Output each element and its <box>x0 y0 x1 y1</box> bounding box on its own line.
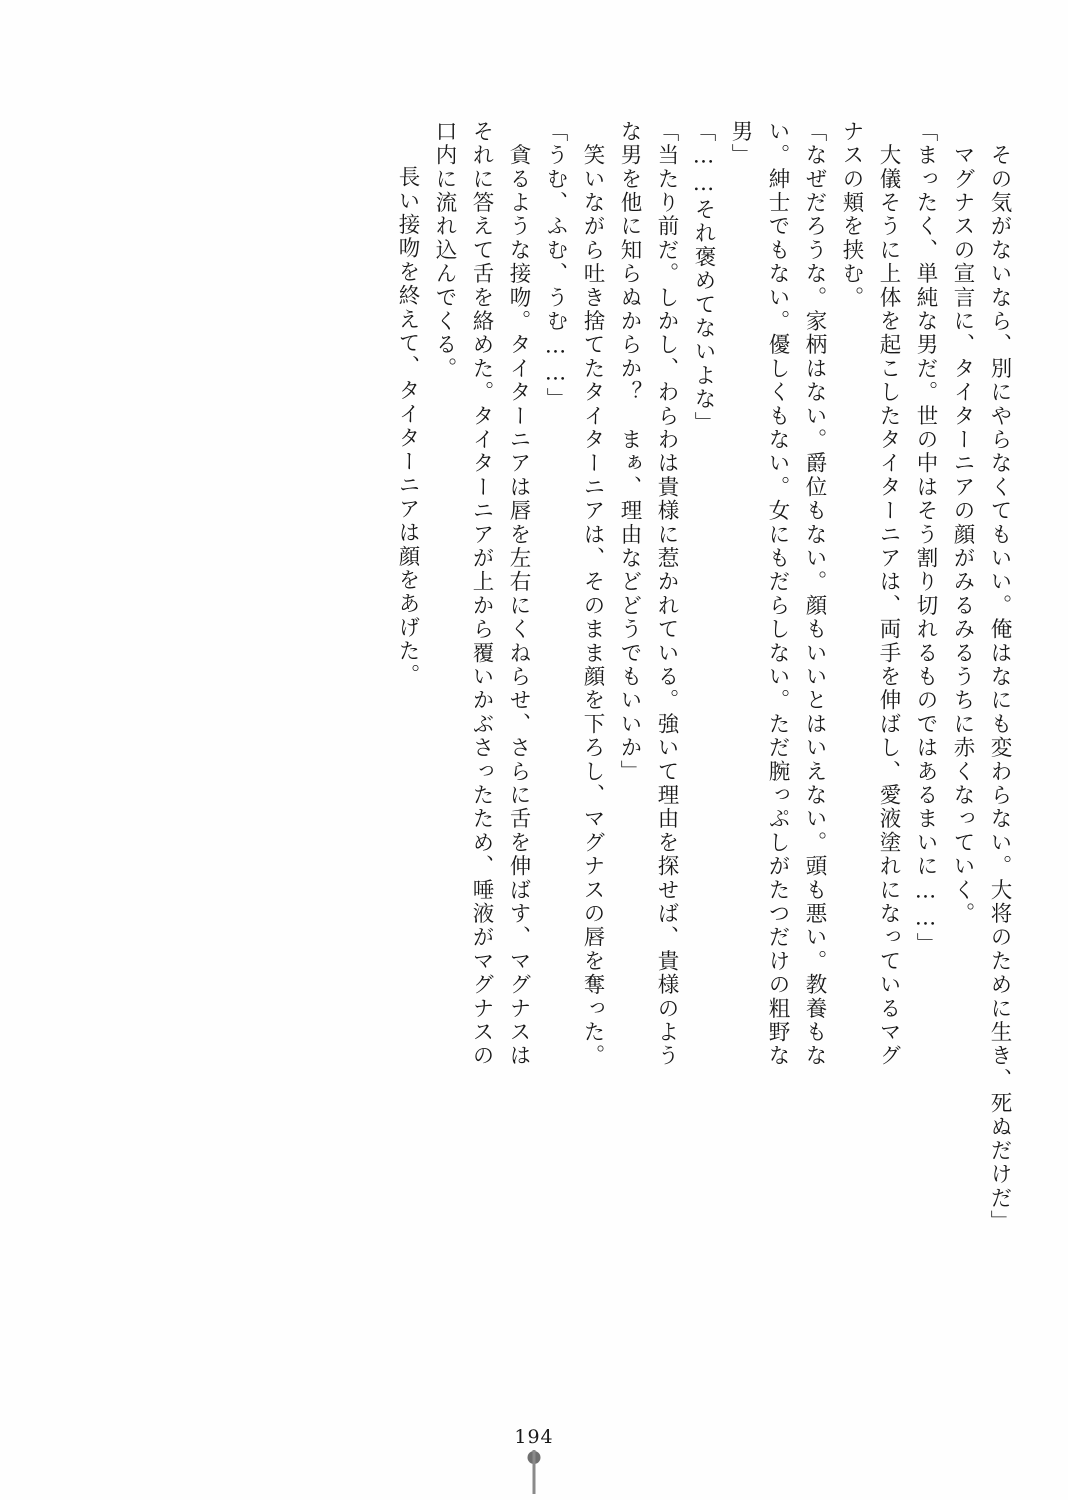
text-column: ナスの頬を挟む。 <box>839 120 864 310</box>
text-column: 貪るような接吻。タイターニアは唇を左右にくねらせ、さらに舌を伸ばす、マグナスは <box>506 120 531 1068</box>
text-column: マグナスの宣言に、タイターニアの顔がみるみるうちに赤くなっていく。 <box>950 120 975 926</box>
page-number: 194 <box>514 1426 554 1448</box>
text-column: 「まったく、単純な男だ。世の中はそう割り切れるものではあるまいに……」 <box>913 120 938 957</box>
text-column: 笑いながら吐き捨てたタイターニアは、そのまま顔を下ろし、マグナスの唇を奪った。 <box>580 120 605 1068</box>
text-column: 「なぜだろうな。家柄はない。爵位もない。顔もいいとはいえない。頭も悪い。教養もな <box>802 120 827 1068</box>
text-column: 大儀そうに上体を起こしたタイターニアは、両手を伸ばし、愛液塗れになっているマグ <box>876 120 901 1068</box>
text-column: その気がないなら、別にやらなくてもいい。俺はなにも変わらない。大将のために生き、死ぬだけだ」 <box>987 120 1012 1234</box>
text-column: それに答えて舌を絡めた。タイターニアが上から覆いかぶさったため、唾液がマグナスの <box>469 120 494 1068</box>
vertical-text-body <box>58 120 1010 1350</box>
text-column: 長い接吻を終えて、タイターニアは顔をあげた。 <box>395 142 420 688</box>
text-column: 「……それ褒めてないよな」 <box>691 120 716 436</box>
text-column: 口内に流れ込んでくる。 <box>432 120 457 381</box>
text-column: 「うむ、ふむ、うむ……」 <box>543 120 568 412</box>
text-column: な男を他に知らぬからか？ まぁ、理由などどうでもいいか」 <box>617 120 642 784</box>
text-column: 「当たり前だ。しかし、わらわは貴様に惹かれている。強いて理由を探せば、貴様のよう <box>654 120 679 1068</box>
text-column: 男」 <box>728 120 753 168</box>
text-column: い。紳士でもない。優しくもない。女にもだらしない。ただ腕っぷしがたつだけの粗野な <box>765 120 790 1068</box>
footer-line-ornament <box>533 1450 536 1494</box>
